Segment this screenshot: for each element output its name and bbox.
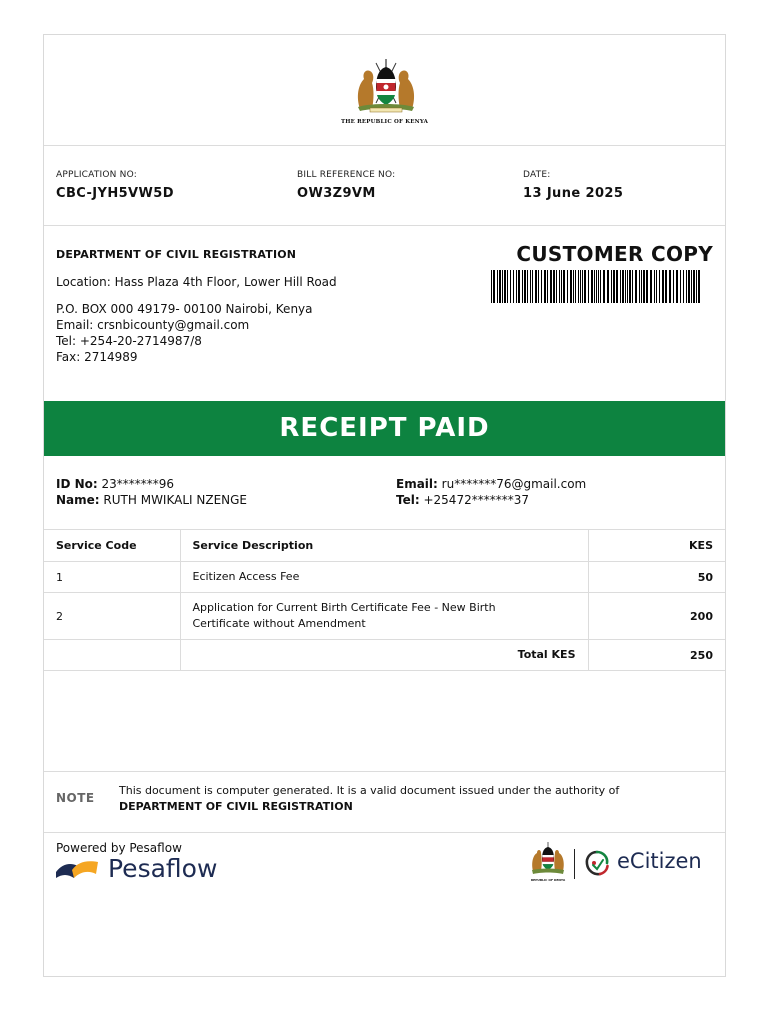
date-value: 13 June 2025 — [523, 186, 624, 201]
amount-cell: 200 — [588, 593, 725, 640]
barcode-icon — [491, 270, 703, 303]
department-email: Email: crsnbicounty@gmail.com — [56, 318, 250, 332]
table-header-row — [44, 530, 725, 562]
department-tel: Tel: +254-20-2714987/8 — [56, 334, 202, 348]
table-total-row — [44, 640, 725, 671]
customer-name-line — [56, 492, 247, 508]
table-row — [44, 593, 725, 640]
customer-id-block — [56, 476, 247, 508]
customer-email-line — [396, 476, 586, 492]
date-block — [523, 170, 623, 201]
receipt-paid-text: RECEIPT PAID — [279, 413, 490, 443]
service-code-cell: 2 — [44, 593, 180, 640]
table-row — [44, 562, 725, 593]
receipt-meta-section — [44, 146, 725, 226]
bill-reference-block — [297, 170, 395, 201]
department-name: DEPARTMENT OF CIVIL REGISTRATION — [56, 248, 297, 261]
receipt-paid-banner — [44, 401, 725, 456]
tel-value: +25472*******37 — [423, 493, 529, 507]
total-value: 250 — [588, 640, 725, 671]
service-code-cell: 1 — [44, 562, 180, 593]
note-text-block — [119, 783, 619, 815]
service-description-cell: Ecitizen Access Fee — [180, 562, 588, 593]
application-no-value: CBC-JYH5VW5D — [56, 186, 174, 201]
powered-by-text: Powered by Pesaflow — [56, 841, 182, 855]
amount-cell: 50 — [588, 562, 725, 593]
header-crest-section — [44, 35, 725, 146]
department-location: Location: Hass Plaza 4th Floor, Lower Hill Road — [56, 275, 337, 289]
department-fax: Fax: 2714989 — [56, 350, 138, 364]
service-description-header: Service Description — [180, 530, 588, 562]
email-value: ru*******76@gmail.com — [441, 477, 587, 491]
tel-label: Tel: — [396, 493, 420, 507]
name-label: Name: — [56, 493, 100, 507]
date-label: DATE: — [523, 170, 551, 180]
kenya-coat-of-arms-icon — [350, 57, 422, 113]
department-address — [56, 301, 476, 365]
customer-copy-title: CUSTOMER COPY — [516, 242, 713, 266]
department-info — [56, 248, 476, 365]
note-section — [44, 771, 725, 833]
bill-reference-label: BILL REFERENCE NO: — [297, 170, 396, 180]
bill-reference-value: OW3Z9VM — [297, 186, 376, 201]
kenya-crest-small-icon — [529, 841, 567, 875]
customer-tel-line — [396, 492, 586, 508]
application-no-label: APPLICATION NO: — [56, 170, 137, 180]
ecitizen-crest-caption: REPUBLIC OF KENYA — [530, 878, 566, 882]
note-authority: DEPARTMENT OF CIVIL REGISTRATION — [119, 800, 353, 813]
ecitizen-wordmark: eCitizen — [617, 849, 702, 873]
email-label: Email: — [396, 477, 438, 491]
id-value: 23*******96 — [101, 477, 175, 491]
ecitizen-logo-icon — [529, 841, 719, 887]
ecitizen-mark-icon — [584, 849, 610, 877]
receipt-sheet — [43, 34, 726, 977]
note-label: NOTE — [56, 791, 95, 805]
logo-divider — [574, 849, 575, 879]
services-table — [44, 529, 725, 671]
id-label: ID No: — [56, 477, 98, 491]
total-empty-cell — [44, 640, 180, 671]
customer-id-line — [56, 476, 247, 492]
service-description-cell: Application for Current Birth Certificate Fee - New Birth Certificate without Amendment — [180, 593, 588, 640]
note-text: This document is computer generated. It is a valid document issued under the authority of — [119, 784, 620, 797]
total-label: Total KES — [180, 640, 588, 671]
service-code-header: Service Code — [44, 530, 180, 562]
application-no-block — [56, 170, 174, 201]
pesaflow-logo-icon — [56, 858, 98, 880]
crest-caption: THE REPUBLIC OF KENYA — [340, 119, 429, 125]
kes-header: KES — [588, 530, 725, 562]
department-po-box: P.O. BOX 000 49179- 00100 Nairobi, Kenya — [56, 302, 313, 316]
name-value: RUTH MWIKALI NZENGE — [103, 493, 248, 507]
customer-contact-block — [396, 476, 586, 508]
pesaflow-wordmark: Pesaflow — [108, 854, 218, 883]
